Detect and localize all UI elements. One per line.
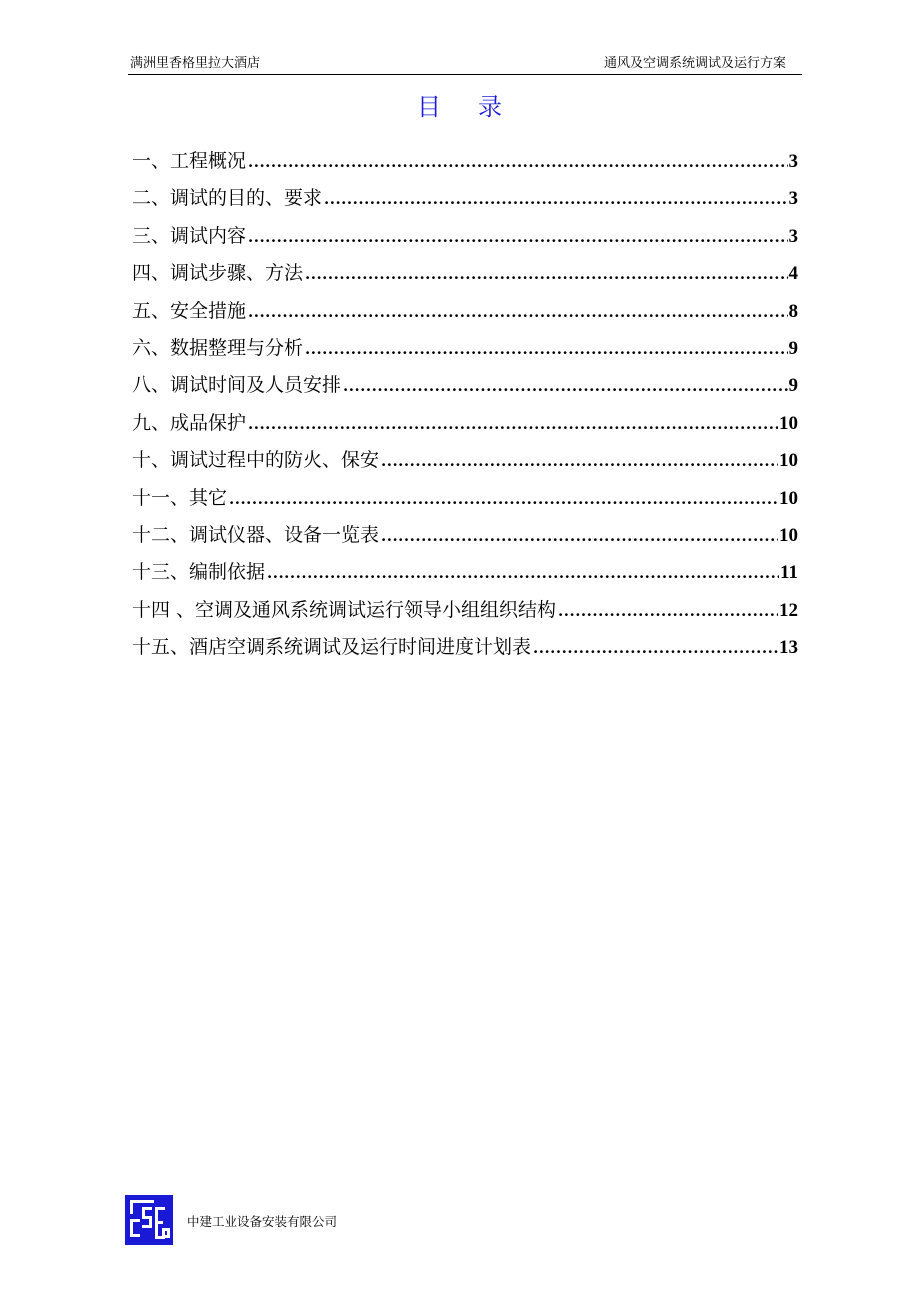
toc-entry-label: 九、成品保护: [132, 411, 247, 434]
toc-entry-page: 10: [779, 412, 798, 434]
header-document-title: 通风及空调系统调试及运行方案: [603, 56, 786, 71]
toc-leader-dots: [248, 153, 787, 171]
toc-entry-label: 十二、调试仪器、设备一览表: [132, 523, 380, 546]
toc-entry-page: 9: [788, 375, 798, 397]
toc-entry[interactable]: [132, 632, 798, 669]
toc-entry-page: 3: [788, 225, 798, 247]
toc-entry-label: 五、安全措施: [132, 299, 247, 322]
toc-entry-page: 9: [788, 337, 798, 359]
toc-entry[interactable]: [132, 483, 798, 520]
header-hotel-name: 满洲里香格里拉大酒店: [130, 56, 261, 71]
toc-entry[interactable]: [132, 520, 798, 557]
toc-entry-label: 八、调试时间及人员安排: [132, 374, 342, 397]
toc-entry[interactable]: [132, 333, 798, 370]
toc-entry[interactable]: [132, 370, 798, 407]
toc-entry[interactable]: [132, 258, 798, 295]
toc-entry-label: 六、数据整理与分析: [132, 336, 304, 359]
page-header: [128, 56, 802, 75]
toc-entry-page: 13: [779, 637, 798, 659]
toc-leader-dots: [229, 490, 778, 508]
toc-entry-page: 11: [780, 562, 798, 584]
toc-entry-page: 8: [788, 300, 798, 322]
toc-entry-page: 10: [779, 487, 798, 509]
toc-leader-dots: [248, 228, 787, 246]
toc-leader-dots: [381, 452, 778, 470]
toc-entry-page: 10: [779, 524, 798, 546]
page-footer: [125, 1195, 337, 1245]
toc-leader-dots: [305, 265, 787, 283]
toc-entry[interactable]: [132, 557, 798, 594]
toc-entry-page: 10: [779, 450, 798, 472]
toc-leader-dots: [267, 564, 779, 582]
toc-entry[interactable]: [132, 221, 798, 258]
toc-entry-page: 12: [779, 599, 798, 621]
toc-entry-page: 3: [788, 188, 798, 210]
toc-entry[interactable]: [132, 296, 798, 333]
toc-entry[interactable]: [132, 445, 798, 482]
toc-leader-dots: [324, 190, 787, 208]
toc-entry-label: 三、调试内容: [132, 224, 247, 247]
toc-leader-dots: [248, 303, 787, 321]
toc-leader-dots: [343, 377, 787, 395]
toc-leader-dots: [381, 527, 778, 545]
toc-entry-label: 十四 、空调及通风系统调试运行领导小组组织结构: [132, 598, 557, 621]
toc-entry-label: 十一、其它: [132, 486, 228, 509]
toc-entry[interactable]: [132, 146, 798, 183]
toc-entry-page: 4: [788, 263, 798, 285]
toc-title-part2: 录: [478, 93, 503, 121]
toc-entry[interactable]: [132, 595, 798, 632]
toc-entry-label: 十五、酒店空调系统调试及运行时间进度计划表: [132, 636, 532, 659]
toc-entry-label: 十三、编制依据: [132, 561, 266, 584]
toc-entry-label: 一、工程概况: [132, 150, 247, 172]
toc-entry[interactable]: [132, 183, 798, 220]
toc-entry-page: 3: [788, 151, 798, 172]
toc-title: [0, 90, 920, 124]
toc-entry-label: 二、调试的目的、要求: [132, 187, 323, 210]
toc-entry[interactable]: [132, 408, 798, 445]
cscec-logo-icon: [125, 1195, 173, 1245]
toc-leader-dots: [533, 639, 778, 657]
toc-title-part1: 目: [417, 93, 442, 121]
company-name: 中建工业设备安装有限公司: [187, 1214, 338, 1229]
toc-leader-dots: [248, 415, 778, 433]
toc-entry-label: 四、调试步骤、方法: [132, 262, 304, 285]
table-of-contents: [132, 146, 798, 669]
toc-leader-dots: [305, 340, 787, 358]
toc-entry-label: 十、调试过程中的防火、保安: [132, 449, 380, 472]
toc-leader-dots: [558, 602, 778, 620]
